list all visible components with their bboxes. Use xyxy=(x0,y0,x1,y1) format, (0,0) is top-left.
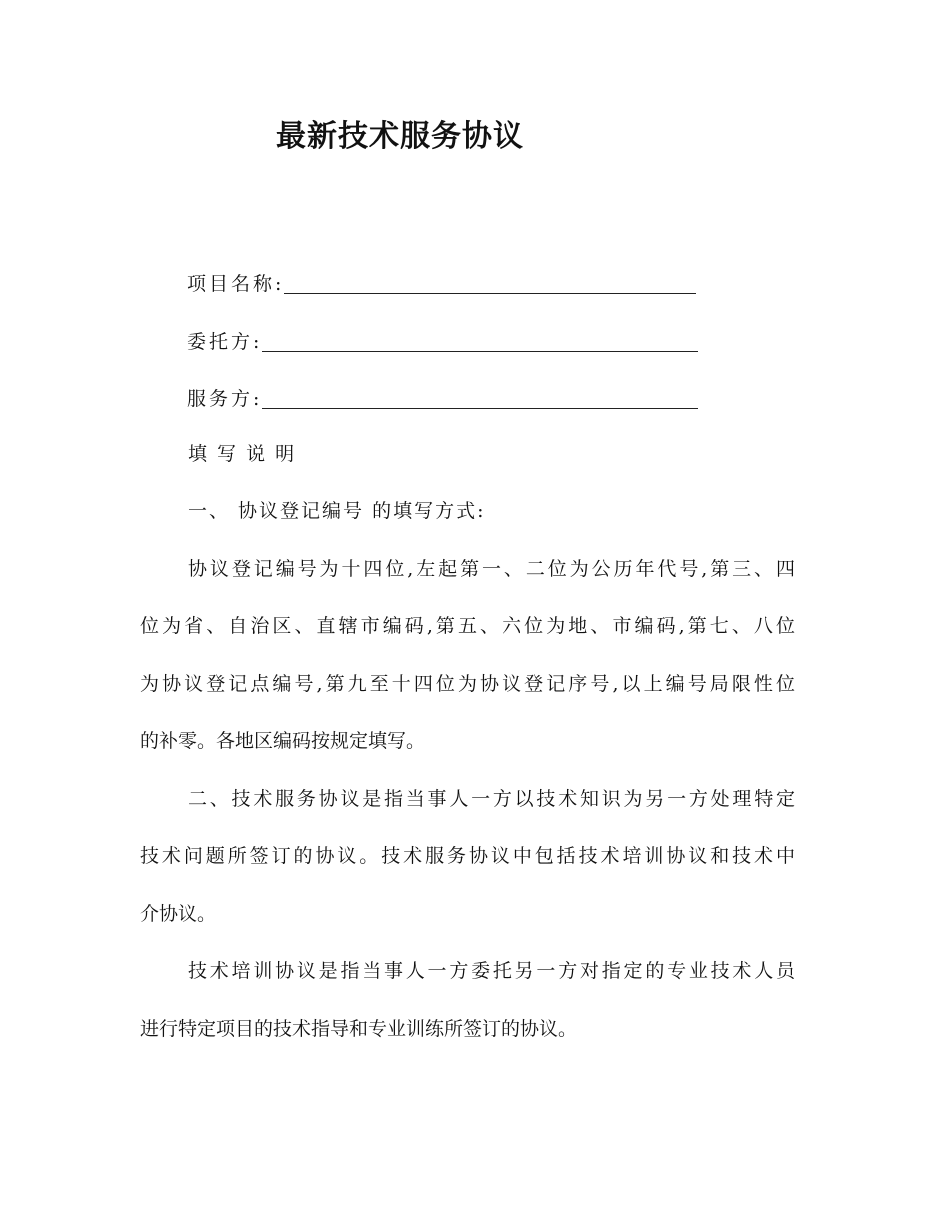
paragraph-line: 二、技术服务协议是指当事人一方以技术知识为另一方处理特定 xyxy=(188,788,795,810)
paragraph-line: 为协议登记点编号,第九至十四位为协议登记序号,以上编号局限性位 xyxy=(140,673,795,695)
client-field xyxy=(187,324,698,356)
paragraph-line: 协议登记编号为十四位,左起第一、二位为公历年代号,第三、四 xyxy=(188,558,795,580)
paragraph-line: 介协议。 xyxy=(140,903,217,925)
document-title: 最新技术服务协议 xyxy=(276,119,524,154)
project-name-field xyxy=(187,266,696,298)
project-name-label: 项目名称: xyxy=(187,273,285,295)
section-one-heading: 一、 协议登记编号 的填写方式: xyxy=(188,500,486,522)
paragraph-line: 的补零。各地区编码按规定填写。 xyxy=(140,730,426,752)
paragraph-line: 技术问题所签订的协议。技术服务协议中包括技术培训协议和技术中 xyxy=(140,845,795,867)
instructions-heading: 填 写 说 明 xyxy=(188,443,297,465)
project-name-blank xyxy=(284,271,696,294)
service-provider-blank xyxy=(262,386,698,409)
service-provider-label: 服务方: xyxy=(187,388,263,410)
service-provider-field xyxy=(187,381,698,413)
client-blank xyxy=(262,329,698,352)
paragraph-line: 位为省、自治区、直辖市编码,第五、六位为地、市编码,第七、八位 xyxy=(140,615,795,637)
client-label: 委托方: xyxy=(187,331,263,353)
paragraph-line: 进行特定项目的技术指导和专业训练所签订的协议。 xyxy=(140,1018,578,1040)
paragraph-line: 技术培训协议是指当事人一方委托另一方对指定的专业技术人员 xyxy=(188,960,795,982)
